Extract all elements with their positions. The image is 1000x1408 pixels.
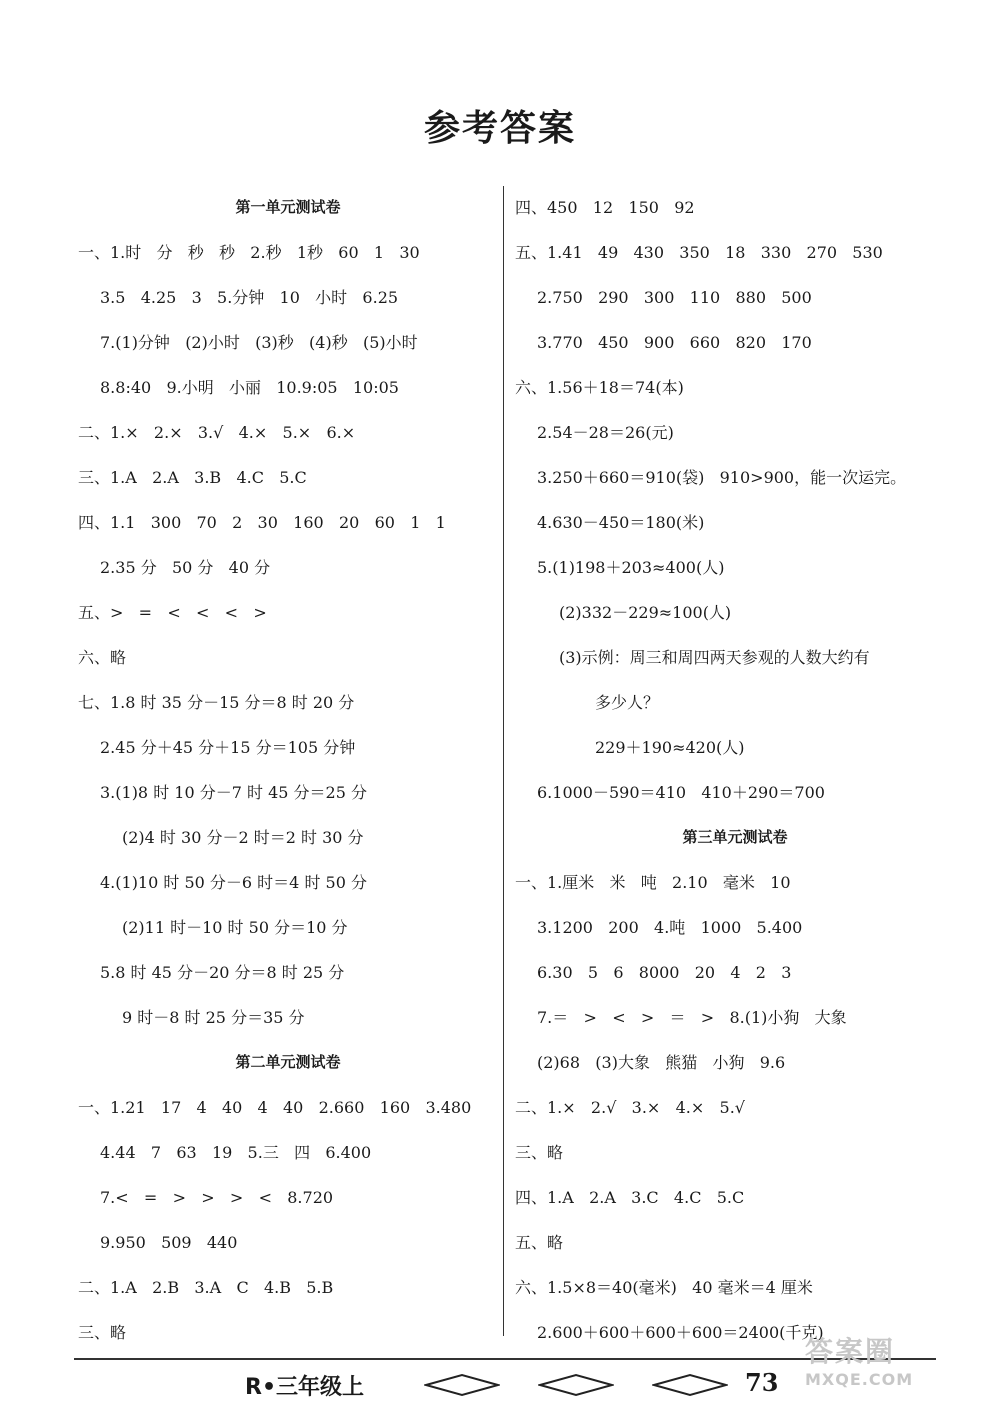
answer-line: 5.(1)198＋203≈400(人) [537, 558, 725, 577]
answer-line: (2)11 时－10 时 50 分＝10 分 [122, 918, 348, 937]
answer-line: 3.250＋660＝910(袋) 910>900，能一次运完。 [537, 468, 907, 487]
section-heading-unit1: 第一单元测试卷 [235, 198, 341, 216]
answer-line: 9 时－8 时 25 分＝35 分 [122, 1008, 305, 1027]
answer-line: 五、> = < < < > [78, 603, 267, 622]
answer-line: (2)68 (3)大象 熊猫 小狗 9.6 [537, 1053, 786, 1072]
answer-line: 三、略 [515, 1143, 564, 1162]
watermark-logo-text: 答案圈 [805, 1335, 896, 1368]
watermark-url: MXQE.COM [805, 1370, 914, 1389]
answer-line: 二、1.× 2.× 3.√ 4.× 5.× 6.× [78, 423, 356, 442]
right-column [515, 185, 955, 1355]
answer-line: 3.5 4.25 3 5.分钟 10 小时 6.25 [100, 288, 399, 307]
column-divider [503, 186, 504, 1336]
diamond-ornament-icon [424, 1373, 500, 1397]
answer-line: 3.770 450 900 660 820 170 [537, 333, 812, 352]
answer-line: 二、1.A 2.B 3.A C 4.B 5.B [78, 1278, 334, 1297]
answer-line: 六、1.5×8＝40(毫米) 40 毫米＝4 厘米 [515, 1278, 813, 1297]
answer-line: 2.600＋600＋600＋600＝2400(千克) [537, 1323, 824, 1342]
answer-line: 4.44 7 63 19 5.三 四 6.400 [100, 1143, 372, 1162]
answer-line: 六、1.56＋18＝74(本) [515, 378, 684, 397]
footer-grade-label: R•三年级上 [245, 1375, 365, 1400]
answer-line: 4.(1)10 时 50 分－6 时＝4 时 50 分 [100, 873, 367, 892]
answer-line: 三、1.A 2.A 3.B 4.C 5.C [78, 468, 307, 487]
answer-line: 2.45 分＋45 分＋15 分＝105 分钟 [100, 738, 356, 757]
answer-line: 五、略 [515, 1233, 564, 1252]
answer-line: 5.8 时 45 分－20 分＝8 时 25 分 [100, 963, 345, 982]
section-heading-unit2: 第二单元测试卷 [235, 1053, 341, 1071]
page-number: 73 [745, 1368, 779, 1397]
answer-line: 五、1.41 49 430 350 18 330 270 530 [515, 243, 883, 262]
page-title: 参考答案 [423, 108, 576, 149]
answer-line: 一、1.厘米 米 吨 2.10 毫米 10 [515, 873, 791, 892]
answer-line: 4.630－450＝180(米) [537, 513, 705, 532]
answer-line: 6.30 5 6 8000 20 4 2 3 [537, 963, 792, 982]
answer-line: 一、1.时 分 秒 秒 2.秒 1秒 60 1 30 [78, 243, 420, 262]
answer-line: 6.1000－590＝410 410＋290＝700 [537, 783, 825, 802]
diamond-ornament-icon [538, 1373, 614, 1397]
answer-line: 3.(1)8 时 10 分－7 时 45 分＝25 分 [100, 783, 367, 802]
answer-line: 3.1200 200 4.吨 1000 5.400 [537, 918, 803, 937]
answer-line: 七、1.8 时 35 分－15 分＝8 时 20 分 [78, 693, 355, 712]
answer-line: 四、1.1 300 70 2 30 160 20 60 1 1 [78, 513, 446, 532]
answer-line: 2.35 分 50 分 40 分 [100, 558, 271, 577]
answer-line: (2)4 时 30 分－2 时＝2 时 30 分 [122, 828, 364, 847]
answer-line: 229＋190≈420(人) [595, 738, 745, 757]
section-heading-unit3: 第三单元测试卷 [682, 828, 788, 846]
answer-line: 二、1.× 2.√ 3.× 4.× 5.√ [515, 1098, 745, 1117]
answer-line: 9.950 509 440 [100, 1233, 238, 1252]
answer-line: 7.(1)分钟 (2)小时 (3)秒 (4)秒 (5)小时 [100, 333, 418, 352]
left-column [78, 185, 498, 1355]
answer-line: 三、略 [78, 1323, 127, 1342]
answer-line: (2)332－229≈100(人) [559, 603, 732, 622]
answer-line: 7.< = > > > < 8.720 [100, 1188, 334, 1207]
answer-line: 2.750 290 300 110 880 500 [537, 288, 812, 307]
answer-line: 一、1.21 17 4 40 4 40 2.660 160 3.480 [78, 1098, 472, 1117]
answer-line: (3)示例：周三和周四两天参观的人数大约有 [559, 648, 870, 667]
answer-line: 8.8:40 9.小明 小丽 10.9:05 10:05 [100, 378, 399, 397]
diamond-ornament-icon [652, 1373, 728, 1397]
watermark [805, 1330, 945, 1400]
answer-line: 2.54－28＝26(元) [537, 423, 674, 442]
answer-line: 四、1.A 2.A 3.C 4.C 5.C [515, 1188, 745, 1207]
answer-line: 四、450 12 150 92 [515, 198, 695, 217]
answer-line: 六、略 [78, 648, 127, 667]
answer-line: 多少人？ [595, 693, 660, 712]
answer-line: 7.＝ > < > ＝ > 8.(1)小狗 大象 [537, 1008, 847, 1027]
